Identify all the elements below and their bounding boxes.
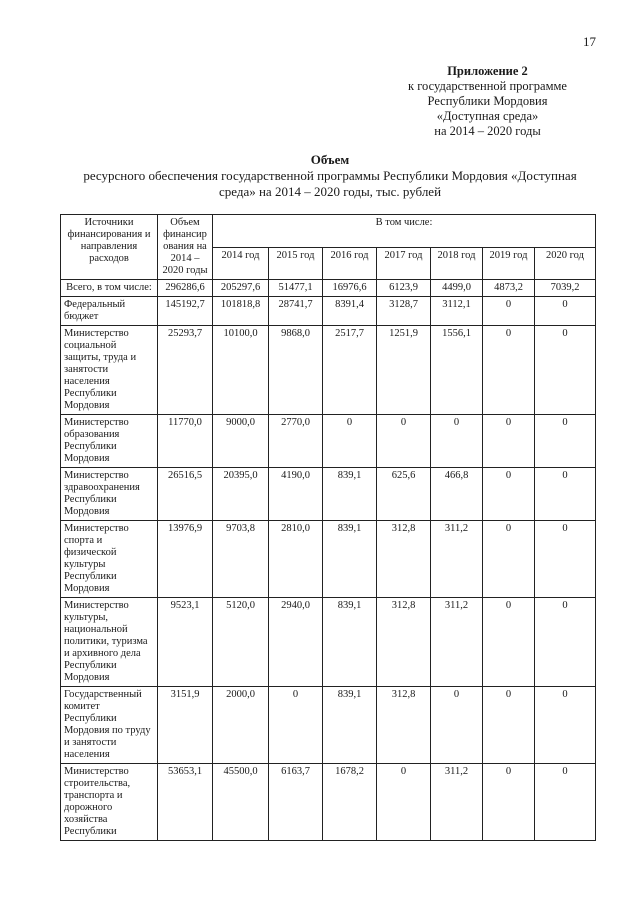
- table-row: [61, 764, 596, 841]
- title-line: ресурсного обеспечения государственной программы Республики Мордовия «Доступная: [83, 168, 577, 183]
- source-cell: Федеральный бюджет: [61, 297, 158, 326]
- year-value-cell: 311,2: [431, 521, 483, 598]
- year-value-cell: 625,6: [377, 468, 431, 521]
- table-row: [61, 521, 596, 598]
- year-value-cell: 0: [483, 468, 535, 521]
- year-value-cell: 0: [483, 521, 535, 598]
- table-row: [61, 415, 596, 468]
- source-cell: Государственный комитет Республики Мордовия по труду и занятости населения: [61, 687, 158, 764]
- year-value-cell: 0: [535, 521, 596, 598]
- year-value-cell: 311,2: [431, 598, 483, 687]
- year-header: 2020 год: [535, 247, 596, 280]
- year-value-cell: 1556,1: [431, 326, 483, 415]
- year-value-cell: 9868,0: [269, 326, 323, 415]
- year-value-cell: 2940,0: [269, 598, 323, 687]
- title-head: Объем: [310, 152, 350, 167]
- table-row: [61, 326, 596, 415]
- table-body: [61, 280, 596, 841]
- year-value-cell: 0: [377, 415, 431, 468]
- year-value-cell: 0: [431, 687, 483, 764]
- year-value-cell: 6163,7: [269, 764, 323, 841]
- year-value-cell: 51477,1: [269, 280, 323, 297]
- year-value-cell: 9703,8: [213, 521, 269, 598]
- year-value-cell: 0: [535, 415, 596, 468]
- year-value-cell: 0: [483, 326, 535, 415]
- year-value-cell: 0: [535, 326, 596, 415]
- year-value-cell: 311,2: [431, 764, 483, 841]
- year-value-cell: 2810,0: [269, 521, 323, 598]
- year-value-cell: 45500,0: [213, 764, 269, 841]
- source-cell: Министерство здравоохранения Республики Мордовия: [61, 468, 158, 521]
- resource-table: [60, 214, 596, 841]
- total-cell: 26516,5: [158, 468, 213, 521]
- year-value-cell: 10100,0: [213, 326, 269, 415]
- year-value-cell: 312,8: [377, 687, 431, 764]
- total-cell: 3151,9: [158, 687, 213, 764]
- year-value-cell: 0: [535, 764, 596, 841]
- year-value-cell: 9000,0: [213, 415, 269, 468]
- appendix-line: к государственной программе: [408, 79, 567, 93]
- table-row: [61, 687, 596, 764]
- col-source-header: Источники финансирования и направления расходов: [61, 215, 158, 280]
- year-value-cell: 3112,1: [431, 297, 483, 326]
- year-value-cell: 0: [535, 687, 596, 764]
- year-value-cell: 101818,8: [213, 297, 269, 326]
- year-header: 2019 год: [483, 247, 535, 280]
- year-value-cell: 0: [431, 415, 483, 468]
- total-cell: 9523,1: [158, 598, 213, 687]
- table-row: [61, 468, 596, 521]
- total-cell: 296286,6: [158, 280, 213, 297]
- appendix-header: [380, 64, 595, 139]
- year-value-cell: 0: [483, 598, 535, 687]
- year-value-cell: 839,1: [323, 687, 377, 764]
- source-cell: Министерство образования Республики Мордовия: [61, 415, 158, 468]
- year-value-cell: 1678,2: [323, 764, 377, 841]
- col-group-header: В том числе:: [213, 215, 596, 248]
- year-value-cell: 466,8: [431, 468, 483, 521]
- year-value-cell: 2770,0: [269, 415, 323, 468]
- total-cell: 11770,0: [158, 415, 213, 468]
- appendix-title: Приложение 2: [447, 64, 528, 78]
- year-value-cell: 20395,0: [213, 468, 269, 521]
- year-header: 2016 год: [323, 247, 377, 280]
- year-value-cell: 8391,4: [323, 297, 377, 326]
- year-value-cell: 839,1: [323, 468, 377, 521]
- header-row: [61, 215, 596, 248]
- year-value-cell: 839,1: [323, 598, 377, 687]
- year-value-cell: 16976,6: [323, 280, 377, 297]
- col-total-header: Объем финансир ования на 2014 – 2020 годы: [158, 215, 213, 280]
- page-number: 17: [583, 34, 596, 49]
- year-header: 2015 год: [269, 247, 323, 280]
- title-line: среда» на 2014 – 2020 годы, тыс. рублей: [218, 184, 442, 199]
- year-value-cell: 28741,7: [269, 297, 323, 326]
- year-value-cell: 0: [483, 764, 535, 841]
- year-value-cell: 0: [377, 764, 431, 841]
- source-cell: Министерство спорта и физической культуры Республики Мордовия: [61, 521, 158, 598]
- year-value-cell: 312,8: [377, 521, 431, 598]
- year-value-cell: 4190,0: [269, 468, 323, 521]
- year-value-cell: 0: [269, 687, 323, 764]
- total-cell: 145192,7: [158, 297, 213, 326]
- appendix-line: «Доступная среда»: [436, 109, 539, 123]
- document-title: [60, 152, 600, 200]
- year-value-cell: 0: [535, 598, 596, 687]
- source-cell: Министерство строительства, транспорта и дорожного хозяйства Республики: [61, 764, 158, 841]
- year-value-cell: 839,1: [323, 521, 377, 598]
- year-value-cell: 0: [483, 415, 535, 468]
- total-cell: 13976,9: [158, 521, 213, 598]
- year-header: 2014 год: [213, 247, 269, 280]
- table-row: [61, 297, 596, 326]
- year-value-cell: 4873,2: [483, 280, 535, 297]
- year-value-cell: 0: [535, 297, 596, 326]
- table-row: [61, 280, 596, 297]
- source-cell: Министерство культуры, национальной политики, туризма и архивного дела Республики Мордовия: [61, 598, 158, 687]
- year-value-cell: 0: [483, 687, 535, 764]
- year-value-cell: 0: [535, 468, 596, 521]
- year-value-cell: 2517,7: [323, 326, 377, 415]
- year-value-cell: 0: [483, 297, 535, 326]
- year-value-cell: 5120,0: [213, 598, 269, 687]
- source-cell: Всего, в том числе:: [61, 280, 158, 297]
- total-cell: 53653,1: [158, 764, 213, 841]
- appendix-line: на 2014 – 2020 годы: [434, 124, 541, 138]
- year-header: 2018 год: [431, 247, 483, 280]
- year-value-cell: 0: [323, 415, 377, 468]
- appendix-line: Республики Мордовия: [427, 94, 548, 108]
- year-header: 2017 год: [377, 247, 431, 280]
- total-cell: 25293,7: [158, 326, 213, 415]
- year-value-cell: 2000,0: [213, 687, 269, 764]
- source-cell: Министерство социальной защиты, труда и занятости населения Республики Мордовия: [61, 326, 158, 415]
- year-value-cell: 6123,9: [377, 280, 431, 297]
- year-value-cell: 312,8: [377, 598, 431, 687]
- table-row: [61, 598, 596, 687]
- year-value-cell: 1251,9: [377, 326, 431, 415]
- year-value-cell: 3128,7: [377, 297, 431, 326]
- year-value-cell: 4499,0: [431, 280, 483, 297]
- year-value-cell: 205297,6: [213, 280, 269, 297]
- year-value-cell: 7039,2: [535, 280, 596, 297]
